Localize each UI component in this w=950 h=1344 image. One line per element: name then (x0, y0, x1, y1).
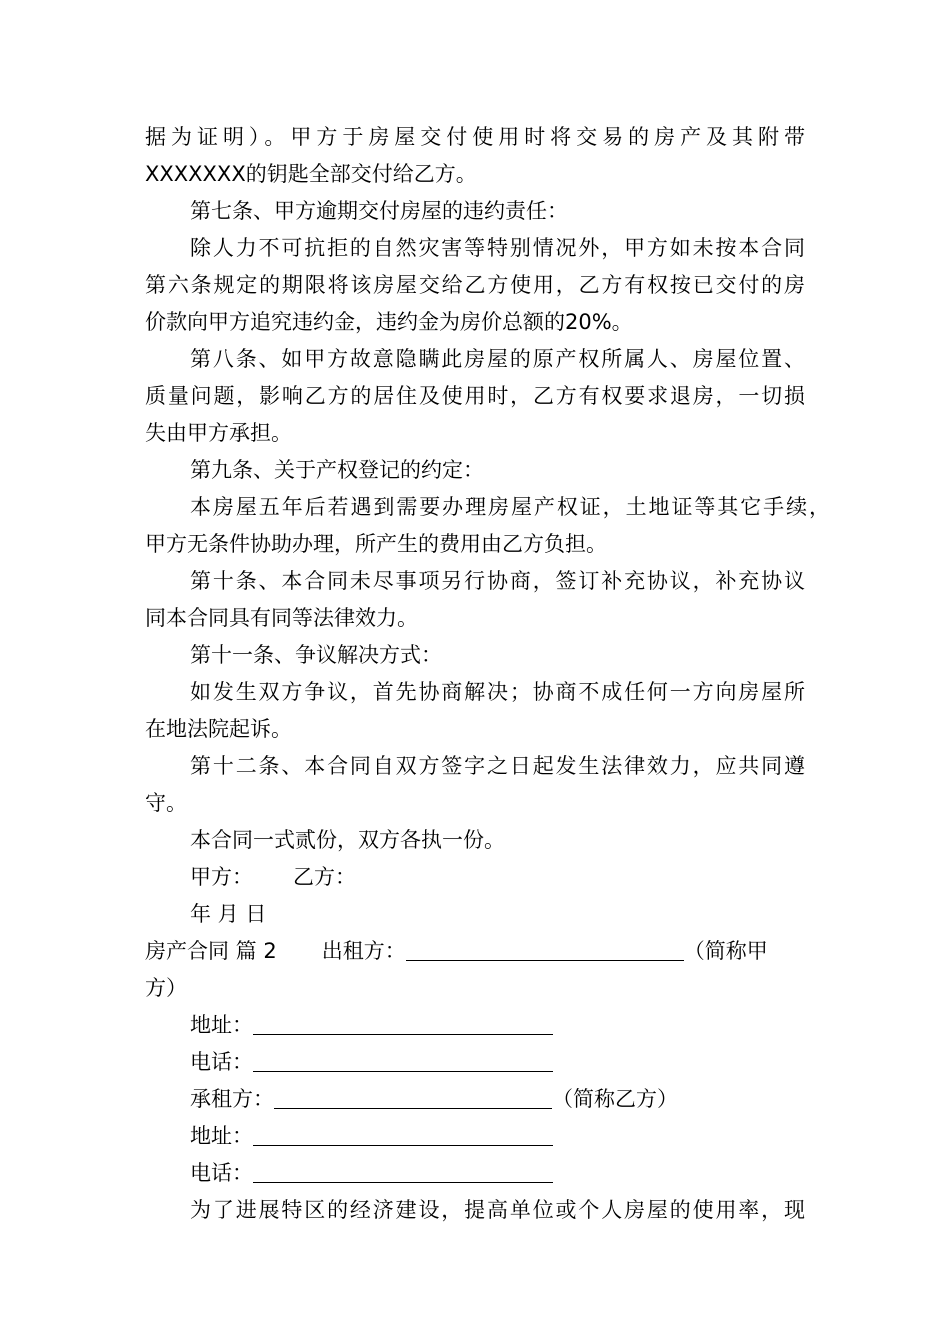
clause-10-line: 第十条、本合同未尽事项另行协商，签订补充协议，补充协议 (190, 569, 805, 593)
paragraph-line: 甲方无条件协助办理，所产生的费用由乙方负担。 (145, 532, 607, 556)
date-line: 年 月 日 (190, 902, 267, 926)
party-b-signature: 乙方： (293, 865, 356, 889)
phone-blank (253, 1051, 553, 1072)
lessee-label: 承租方： (190, 1087, 274, 1111)
address-label: 地址： (190, 1124, 253, 1148)
paragraph-line: 本房屋五年后若遇到需要办理房屋产权证，土地证等其它手续， (190, 495, 830, 519)
lessee-address-line (190, 1123, 553, 1149)
contract-2-lessor-line (145, 938, 768, 964)
lessor-suffix-cont: 方） (145, 976, 187, 1000)
phone-label: 电话： (190, 1161, 253, 1185)
paragraph-line: 据为证明）。甲方于房屋交付使用时将交易的房产及其附带 (145, 125, 805, 149)
clause-11-heading: 第十一条、争议解决方式： (190, 643, 442, 667)
lessor-blank (406, 940, 684, 961)
lessor-phone-line (190, 1049, 553, 1075)
lessee-line (190, 1086, 678, 1112)
phone-label: 电话： (190, 1050, 253, 1074)
clause-8-line: 第八条、如甲方故意隐瞒此房屋的原产权所属人、房屋位置、 (190, 347, 805, 371)
paragraph-line: 如发生双方争议，首先协商解决；协商不成任何一方向房屋所 (190, 680, 805, 704)
contract-2-heading: 房产合同 篇 2 (145, 939, 277, 963)
paragraph-line: 同本合同具有同等法律效力。 (145, 606, 418, 630)
party-a-signature: 甲方： (190, 865, 253, 889)
paragraph-line: 在地法院起诉。 (145, 717, 292, 741)
clause-12-line: 第十二条、本合同自双方签字之日起发生法律效力，应共同遵 (190, 754, 805, 778)
address-blank (253, 1014, 553, 1035)
address-label: 地址： (190, 1013, 253, 1037)
copies-clause: 本合同一式贰份，双方各执一份。 (190, 828, 505, 852)
lessor-suffix: （简称甲 (683, 939, 768, 963)
lessee-phone-line (190, 1160, 553, 1186)
address-blank (253, 1125, 553, 1146)
lessee-suffix: （简称乙方） (552, 1087, 678, 1111)
phone-blank (253, 1162, 553, 1183)
paragraph-line: 为了进展特区的经济建设，提高单位或个人房屋的使用率，现 (190, 1198, 805, 1222)
paragraph-line: 质量问题，影响乙方的居住及使用时，乙方有权要求退房，一切损 (145, 384, 805, 408)
paragraph-line: 第六条规定的期限将该房屋交给乙方使用，乙方有权按已交付的房 (145, 273, 805, 297)
paragraph-line: 价款向甲方追究违约金，违约金为房价总额的20%。 (145, 310, 633, 334)
lessor-label: 出租方： (321, 939, 406, 963)
clause-9-heading: 第九条、关于产权登记的约定： (190, 458, 484, 482)
lessor-address-line (190, 1012, 553, 1038)
paragraph-line: 守。 (145, 791, 187, 815)
paragraph-line: 失由甲方承担。 (145, 421, 292, 445)
lessee-blank (274, 1088, 552, 1109)
clause-7-heading: 第七条、甲方逾期交付房屋的违约责任： (190, 199, 568, 223)
signature-line (190, 864, 356, 890)
paragraph-line: 除人力不可抗拒的自然灾害等特别情况外，甲方如未按本合同 (190, 236, 805, 260)
paragraph-line: XXXXXXX的钥匙全部交付给乙方。 (145, 162, 477, 186)
